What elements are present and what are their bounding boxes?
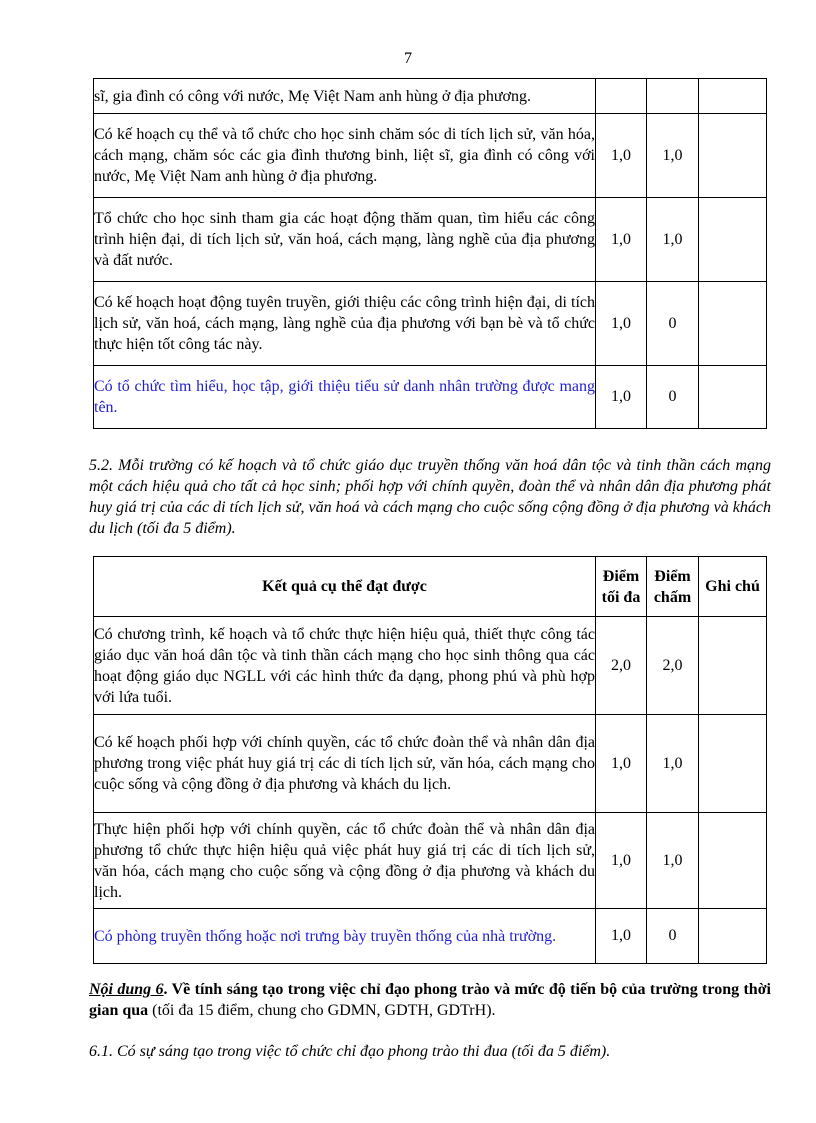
result-column-header: Kết quả cụ thể đạt được [94,557,596,617]
table-row [94,813,767,909]
section-6-1-heading: 6.1. Có sự sáng tạo trong việc tổ chức chỉ đạo phong trào thi đua (tối đa 5 điểm). [89,1043,611,1060]
table-row [94,282,767,366]
given-score: 1,0 [647,114,699,198]
max-score: 1,0 [596,198,647,282]
note-column-header: Ghi chú [699,557,767,617]
criteria-text: Có kế hoạch phối hợp với chính quyền, các tổ chức đoàn thể và nhân dân địa phương trong việc phát huy giá trị các di tích lịch sử, văn hóa, cách mạng cho cuộc sống và cộng đồng ở địa phương và khách du lịch. [94,715,596,813]
table-row [94,715,767,813]
content-6-label: Nội dung 6 [89,981,164,998]
max-score: 1,0 [596,366,647,429]
score-column-header [647,557,699,617]
note-cell [699,715,767,813]
criteria-text: Có kế hoạch cụ thể và tổ chức cho học sinh chăm sóc di tích lịch sử, văn hóa, cách mạng, chăm sóc các gia đình thương binh, liệt sĩ, gia đình có công với nước, Mẹ Việt Nam anh hùng ở địa phương. [94,114,596,198]
given-score: 1,0 [647,813,699,909]
criteria-text: Có tổ chức tìm hiểu, học tập, giới thiệu tiểu sử danh nhân trường được mang tên. [94,366,596,429]
max-score: 1,0 [596,715,647,813]
max-score: 2,0 [596,617,647,715]
max-score: 1,0 [596,114,647,198]
score-header-line2: chấm [653,588,692,606]
table-header-row [94,557,767,617]
table-row [94,114,767,198]
criteria-text: Tổ chức cho học sinh tham gia các hoạt động thăm quan, tìm hiểu các công trình hiện đại, di tích lịch sử, văn hoá, cách mạng, làng nghề của địa phương và đất nước. [94,198,596,282]
max-score: 1,0 [596,282,647,366]
table-row [94,198,767,282]
section-5-2-heading: 5.2. Mỗi trường có kế hoạch và tổ chức giáo dục truyền thống văn hoá dân tộc và tinh thần cách mạng một cách hiệu quả cho tất cả học sinh; phối hợp với chính quyền, đoàn thể và nhân dân địa phương phát huy giá trị của các di tích lịch sử, văn hoá và cách mạng cho cuộc sống cộng đồng ở địa phương và khách du lịch (tối đa 5 điểm). [89,457,771,537]
max-score [596,79,647,114]
max-score: 1,0 [596,813,647,909]
note-cell [699,617,767,715]
table-row [94,79,767,114]
table-row [94,617,767,715]
max-score-column-header [596,557,647,617]
note-cell [699,813,767,909]
given-score: 0 [647,366,699,429]
note-cell [699,282,767,366]
note-cell [699,909,767,964]
note-cell [699,114,767,198]
criteria-text: Có phòng truyền thống hoặc nơi trưng bày truyền thống của nhà trường. [94,909,596,964]
max-score-header-line1: Điểm [602,567,640,585]
note-cell [699,79,767,114]
content-6-title: . Về tính sáng tạo trong việc chỉ đạo phong trào và mức độ tiến bộ của trường trong thời gian qua [89,981,771,1019]
given-score [647,79,699,114]
criteria-text: Có chương trình, kế hoạch và tổ chức thực hiện hiệu quả, thiết thực công tác giáo dục văn hoá dân tộc và tinh thần cách mạng cho học sinh thông qua các hoạt động giáo dục NGLL với các hình thức đa dạng, phong phú và phù hợp với lứa tuổi. [94,617,596,715]
content-6-note: (tối đa 15 điểm, chung cho GDMN, GDTH, GDTrH). [148,1002,496,1019]
given-score: 0 [647,909,699,964]
criteria-table-5-2 [93,556,767,964]
page-number: 7 [404,50,412,67]
criteria-text: Có kế hoạch hoạt động tuyên truyền, giới thiệu các công trình hiện đại, di tích lịch sử, văn hoá, cách mạng, làng nghề của địa phương với bạn bè và tổ chức thực hiện tốt công tác này. [94,282,596,366]
max-score-header-line2: tối đa [601,588,641,606]
score-header-line1: Điểm [654,567,691,585]
max-score: 1,0 [596,909,647,964]
given-score: 0 [647,282,699,366]
content-6-heading [89,979,771,1021]
note-cell [699,198,767,282]
given-score: 1,0 [647,715,699,813]
criteria-text: Thực hiện phối hợp với chính quyền, các tổ chức đoàn thể và nhân dân địa phương tổ chức thực hiện hiệu quả việc phát huy giá trị các di tích lịch sử, văn hóa, cách mạng cho cuộc sống và cộng đồng ở địa phương và khách du lịch. [94,813,596,909]
table-row [94,366,767,429]
note-cell [699,366,767,429]
table-row [94,909,767,964]
given-score: 1,0 [647,198,699,282]
criteria-text: sĩ, gia đình có công với nước, Mẹ Việt Nam anh hùng ở địa phương. [94,79,596,114]
criteria-table-continued [93,78,767,429]
given-score: 2,0 [647,617,699,715]
